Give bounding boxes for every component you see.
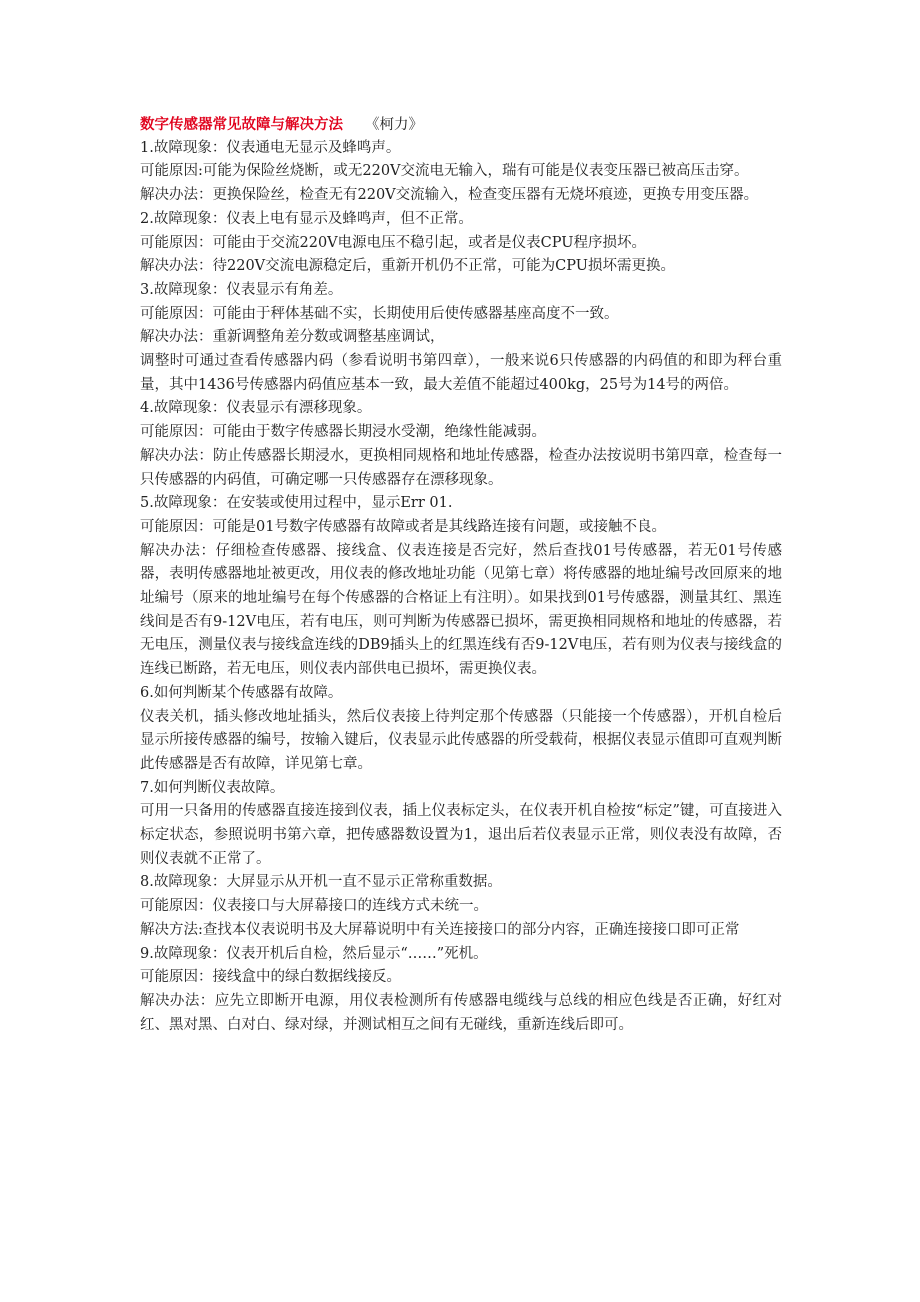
paragraph: 6.如何判断某个传感器有故障。 [140,684,343,701]
paragraph: 可能原因：可能是01号数字传感器有故障或者是其线路连接有问题，或接触不良。 [140,518,666,535]
document-title: 数字传感器常见故障与解决方法 [140,116,343,133]
paragraph: 可能原因：仪表接口与大屏幕接口的连线方式未统一。 [140,898,488,915]
paragraph: 可用一只备用的传感器直接连接到仪表，插上仪表标定头，在仪表开机自检按“标定”键，可直接进入标定状态，参照说明书第六章，把传感器数设置为1，退出后若仪表显示正常，则仪表没有故障，否则仪表就不正常了。 [140,803,782,867]
paragraph: 解决办法：更换保险丝，检查无有220V交流输入，检查变压器有无烧坏痕迹，更换专用变压器。 [140,187,759,204]
paragraph: 仪表关机，插头修改地址插头，然后仪表接上待判定那个传感器（只能接一个传感器），开机自检后显示所接传感器的编号，按输入键后，仪表显示此传感器的所受载荷，根据仪表显示值即可直观判断此传感器是否有故障，详见第七章。 [140,708,782,772]
paragraph: 1.故障现象：仪表通电无显示及蜂鸣声。 [140,139,401,156]
paragraph: 9.故障现象：仪表开机后自检，然后显示“……”死机。 [140,945,488,962]
paragraph: 3.故障现象：仪表显示有角差。 [140,281,343,298]
paragraph: 解决办法：防止传感器长期浸水，更换相同规格和地址传感器，检查办法按说明书第四章，检查每一只传感器的内码值，可确定哪一只传感器存在漂移现象。 [140,447,782,488]
paragraph: 可能原因：可能由于交流220V电源电压不稳引起，或者是仪表CPU程序损坏。 [140,234,646,251]
paragraph: 解决办法：待220V交流电源稳定后，重新开机仍不正常，可能为CPU损坏需更换。 [140,258,675,275]
paragraph: 可能原因：可能由于秤体基础不实，长期使用后使传感器基座高度不一致。 [140,305,619,322]
paragraph: 4.故障现象：仪表显示有漂移现象。 [140,400,372,417]
paragraph: 解决办法：重新调整角差分数或调整基座调试， [140,329,445,346]
paragraph: 可能原因：可能由于数字传感器长期浸水受潮，绝缘性能减弱。 [140,424,546,441]
document-body [140,113,782,1037]
paragraph: 7.如何判断仪表故障。 [140,779,285,796]
paragraph: 可能原因:可能为保险丝烧断，或无220V交流电无输入，瑞有可能是仪表变压器已被高压击穿。 [140,163,749,180]
paragraph: 8.故障现象：大屏显示从开机一直不显示正常称重数据。 [140,874,502,891]
paragraph: 2.故障现象：仪表上电有显示及蜂鸣声，但不正常。 [140,210,473,227]
paragraph: 可能原因：接线盒中的绿白数据线接反。 [140,969,401,986]
paragraph: 5.故障现象：在安装或使用过程中，显示Err 01. [140,495,453,512]
paragraph: 解决方法:查找本仪表说明书及大屏幕说明中有关连接接口的部分内容，正确连接接口即可正常 [140,921,740,938]
document-subtitle: 《柯力》 [365,117,423,133]
paragraph: 调整时可通过查看传感器内码（参看说明书第四章），一般来说6只传感器的内码值的和即为秤台重量，其中1436号传感器内码值应基本一致，最大差值不能超过400kg，25号为14号的两倍。 [140,353,782,393]
paragraph: 解决办法：应先立即断开电源，用仪表检测所有传感器电缆线与总线的相应色线是否正确，好红对红、黑对黑、白对白、绿对绿，并测试相互之间有无碰线，重新连线后即可。 [140,993,782,1033]
paragraph: 解决办法：仔细检查传感器、接线盒、仪表连接是否完好，然后查找01号传感器，若无01号传感器，表明传感器地址被更改，用仪表的修改地址功能（见第七章）将传感器的地址编号改回原来的地址编号（原来的地址编号在每个传感器的合格证上有注明）。如果找到01号传感器，测量其红、黑连线间是否有9-12V电压，若有电压，则可判断为传感器已损坏，需更换相同规格和地址的传感器，若无电压，测量仪表与接线盒连线的DB9插头上的红黑连线有否9-12V电压，若有则为仪表与接线盒的连线已断路，若无电压，则仪表内部供电已损坏，需更换仪表。 [140,542,782,678]
title-line [140,113,782,137]
